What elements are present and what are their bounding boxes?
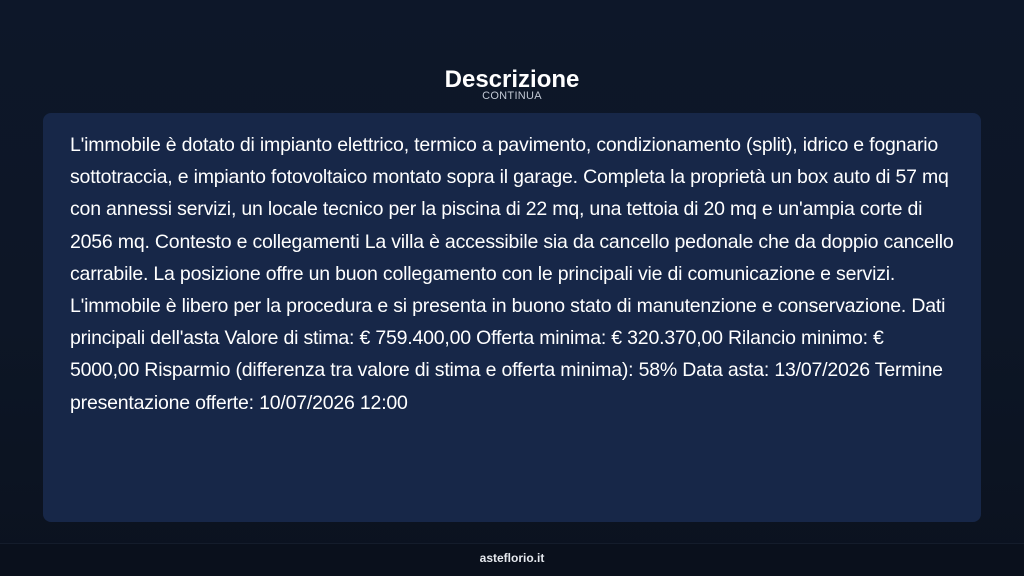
continua-label: CONTINUA (482, 90, 542, 102)
footer-brand: asteflorio.it (479, 551, 545, 565)
description-text: L'immobile è dotato di impianto elettrico, termico a pavimento, condizionamento (split), idrico e fognario sottotraccia, e impianto fotovoltaico montato sopra il garage. Completa la proprietà un box auto di 57 mq con annessi servizi, un locale tecnico per la piscina di 22 mq, una tettoia di 20 mq e un'ampia corte di 2056 mq. Contesto e collegamenti La villa è accessibile sia da cancello pedonale che da doppio cancello carrabile. La posizione offre un buon collegamento con le principali vie di comunicazione e servizi. L'immobile è libero per la procedura e si presenta in buono stato di manutenzione e conservazione. Dati principali dell'asta Valore di stima: € 759.400,00 Offerta minima: € 320.370,00 Rilancio minimo: € 5000,00 Risparmio (differenza tra valore di stima e offerta minima): 58% Data asta: 13/07/2026 Termine presentazione offerte: 10/07/2026 12:00 (70, 134, 954, 414)
description-panel (43, 113, 981, 522)
page-title: Descrizione (444, 66, 580, 94)
footer-bar (0, 543, 1024, 576)
